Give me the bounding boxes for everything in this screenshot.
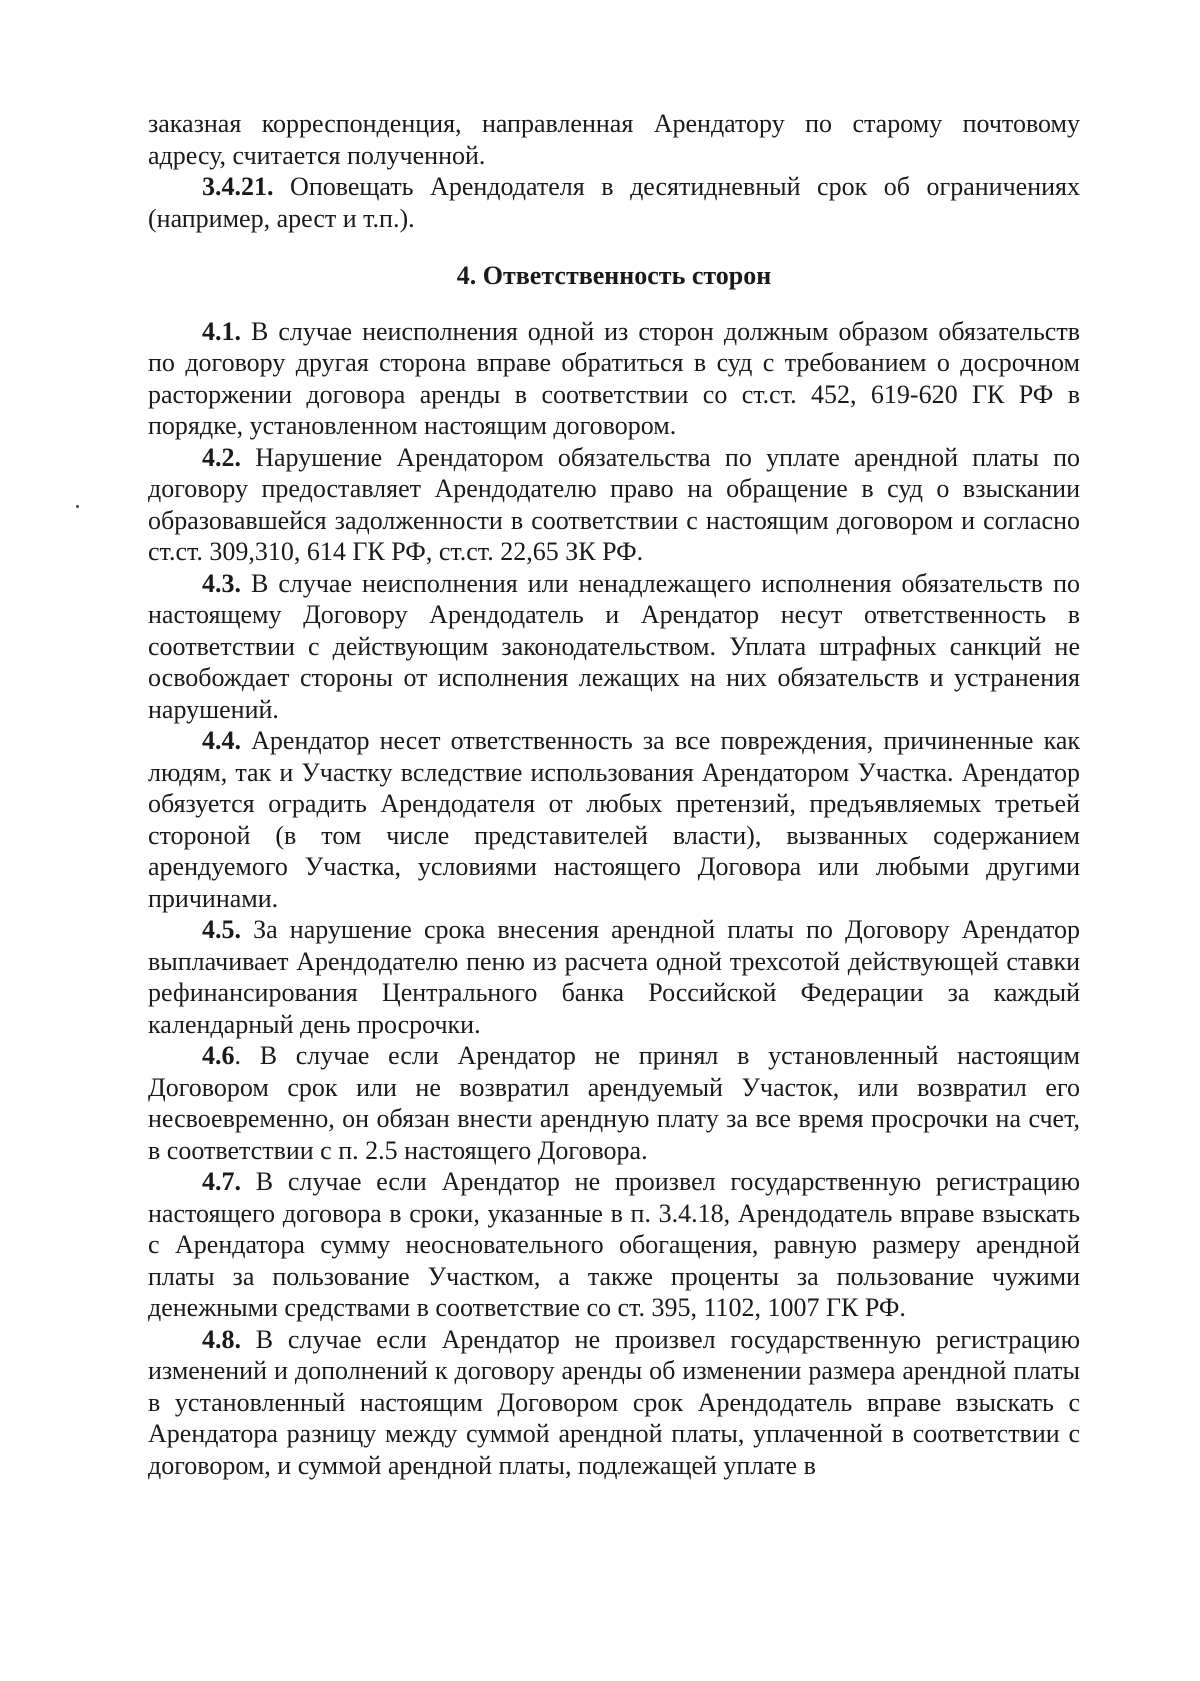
clause-4-6 [148, 1040, 1080, 1166]
clause-text: Оповещать Арендодателя в десятидневный срок об ограничениях (например, арест и т.п.). [148, 172, 1080, 233]
clause-4-3 [148, 568, 1080, 726]
clause-number: 4.7. [202, 1167, 241, 1196]
clause-number: 4.3. [202, 568, 241, 598]
scan-artifact-dot [76, 505, 79, 508]
document-page [148, 108, 1080, 1481]
clause-4-7 [148, 1166, 1080, 1324]
clause-3-4-21 [148, 171, 1080, 234]
clause-4-5 [148, 914, 1080, 1040]
clause-number: 4.8. [202, 1324, 241, 1354]
clause-4-2 [148, 442, 1080, 568]
clause-text: Арендатор несет ответственность за все повреждения, причиненные как людям, так и Участку вследствие использования Арендатором Участка. Арендатор обязуется оградить Арендодателя от любых претензий, предъявляемых третьей стороной (в том числе представителей власти), вызванных содержанием арендуемого Участка, условиями настоящего Договора или любыми другими причинами. [148, 726, 1080, 913]
clause-number: 4.6 [202, 1041, 235, 1070]
clause-number: 4.2. [202, 442, 241, 472]
clause-text: В случае неисполнения или ненадлежащего исполнения обязательств по настоящему Договору Арендодатель и Арендатор несут ответственность в соответствии с действующим законодательством. Уплата штрафных санкций не освобождает стороны от исполнения лежащих на них обязательств и устранения нарушений. [148, 568, 1080, 724]
clause-text: . В случае если Арендатор не принял в установленный настоящим Договором срок или не возвратил арендуемый Участок, или возвратил его несвоевременно, он обязан внести арендную плату за все время просрочки на счет, в соответствии с п. 2.5 настоящего Договора. [148, 1041, 1080, 1165]
clause-text: В случае если Арендатор не произвел государственную регистрацию изменений и дополнений к договору аренды об изменении размера арендной платы в установленный настоящим Договором срок Арендодатель вправе взыскать с Арендатора разницу между суммой арендной платы, уплаченной в соответствии с договором, и суммой арендной платы, подлежащей уплате в [148, 1324, 1080, 1480]
clause-text: В случае неисполнения одной из сторон должным образом обязательств по договору другая сторона вправе обратиться в суд с требованием о досрочном расторжении договора аренды в соответствии со ст.ст. 452, 619-620 ГК РФ в порядке, установленном настоящим договором. [148, 316, 1080, 440]
clause-number: 4.1. [202, 316, 241, 346]
clause-text: За нарушение срока внесения арендной платы по Договору Арендатор выплачивает Арендодателю пеню из расчета одной трехсотой действующей ставки рефинансирования Центрального банка Российской Федерации за каждый календарный день просрочки. [148, 915, 1080, 1039]
clause-text: Нарушение Арендатором обязательства по уплате арендной платы по договору предоставляет Арендодателю право на обращение в суд о взыскании образовавшейся задолженности в соответствии с настоящим договором и согласно ст.ст. 309,310, 614 ГК РФ, ст.ст. 22,65 ЗК РФ. [148, 442, 1080, 566]
clause-number: 4.5. [202, 915, 241, 944]
clause-number: 4.4. [202, 726, 241, 755]
clause-4-4 [148, 725, 1080, 914]
section-title: 4. Ответственность сторон [456, 261, 772, 290]
clause-4-8 [148, 1324, 1080, 1482]
clause-number: 3.4.21. [202, 172, 274, 201]
clause-text: В случае если Арендатор не произвел государственную регистрацию настоящего договора в сроки, указанные в п. 3.4.18, Арендодатель вправе взыскать с Арендатора сумму неосновательного обогащения, равную размеру арендной платы за пользование Участком, а также проценты за пользование чужими денежными средствами в соответствие со ст. 395, 1102, 1007 ГК РФ. [148, 1167, 1080, 1322]
paragraph-continuation: заказная корреспонденция, направленная Арендатору по старому почтовому адресу, считается полученной. [148, 109, 1080, 170]
clause-4-1 [148, 316, 1080, 442]
